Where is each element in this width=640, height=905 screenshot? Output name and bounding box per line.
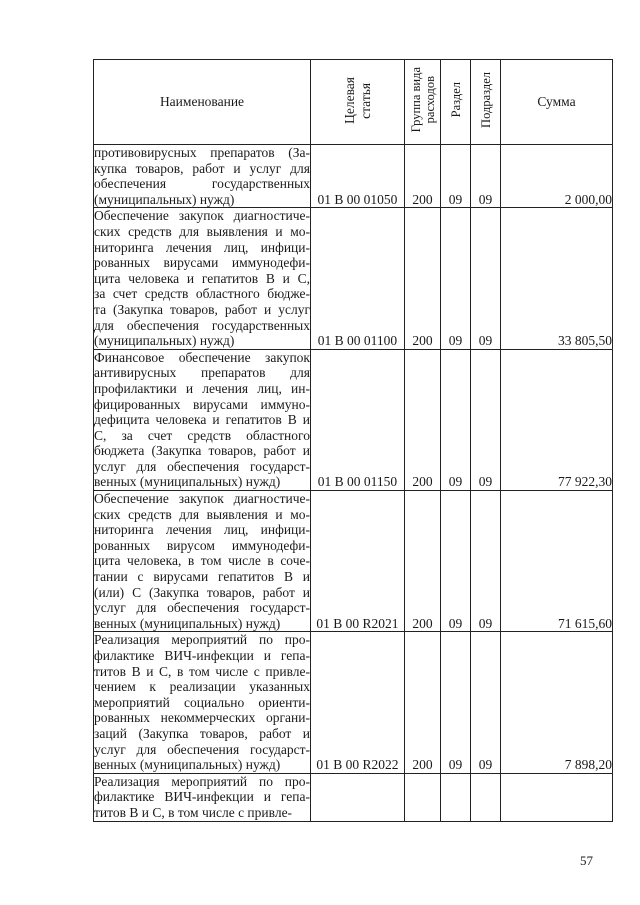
row-group: 200 (405, 632, 441, 773)
row-name-line: ских средств для выявления и мо- (94, 223, 310, 239)
row-name-line: фицированных вирусами иммуно- (94, 396, 310, 412)
row-name-line: венных (муниципальных) нужд) (94, 474, 281, 490)
row-name-line: рованных вирусами иммунодефи- (94, 255, 310, 271)
row-name-line: рованных некоммерческих органи- (94, 710, 310, 726)
row-name-line: С, за счет средств областного (94, 427, 310, 443)
row-name-line: за счет средств областного бюдже- (94, 286, 310, 302)
row-group (405, 773, 441, 821)
row-name-line: заций (Закупка товаров, работ и (94, 725, 310, 741)
row-name-line: Обеспечение закупок диагностиче- (94, 208, 310, 224)
row-name-line: тании с вирусами гепатитов В и (94, 569, 310, 585)
page-number: 57 (580, 853, 593, 868)
row-name-line: Финансовое обеспечение закупок (94, 349, 310, 365)
row-target: 01 В 00 R2021 (311, 491, 405, 632)
header-sum: Сумма (501, 60, 613, 145)
row-name-line: (или) С (Закупка товаров, работ и (94, 584, 310, 600)
row-name-line: титов В и С, в том числе с привле- (94, 804, 293, 820)
row-sum: 7 898,20 (501, 632, 613, 773)
row-name-line: цита человека, в том числе в соче- (94, 553, 310, 569)
row-name-line: (муниципальных) нужд) (94, 333, 235, 349)
row-section: 09 (441, 491, 471, 632)
row-name (94, 208, 311, 349)
row-sum: 2 000,00 (501, 145, 613, 208)
row-name-line: венных (муниципальных) нужд) (94, 615, 281, 631)
row-name-line: рованных вирусом иммунодефи- (94, 537, 310, 553)
row-target (311, 773, 405, 821)
row-name-line: услуг для обеспечения государст- (94, 458, 310, 474)
row-group: 200 (405, 349, 441, 490)
row-name (94, 632, 311, 773)
row-name-line: Обеспечение закупок диагностиче- (94, 491, 310, 507)
row-name (94, 349, 311, 490)
row-subsection: 09 (471, 145, 501, 208)
row-sum: 71 615,60 (501, 491, 613, 632)
header-section: Раздел (441, 60, 471, 145)
table-row (94, 208, 613, 349)
row-name-line: филактике ВИЧ-инфекции и гепа- (94, 789, 310, 805)
row-name-line: для обеспечения государственных (94, 317, 310, 333)
row-name (94, 773, 311, 821)
row-name-line: дефицита человека и гепатитов В и (94, 412, 310, 428)
row-subsection: 09 (471, 349, 501, 490)
row-section: 09 (441, 145, 471, 208)
row-target: 01 В 00 01100 (311, 208, 405, 349)
row-subsection: 09 (471, 491, 501, 632)
row-section: 09 (441, 208, 471, 349)
row-sum (501, 773, 613, 821)
row-sum: 33 805,50 (501, 208, 613, 349)
row-name-line: ниторинга лечения лиц, инфици- (94, 522, 310, 538)
row-sum: 77 922,30 (501, 349, 613, 490)
row-name-line: профилактики и лечения лиц, ин- (94, 380, 310, 396)
row-name-line: венных (муниципальных) нужд) (94, 757, 281, 773)
row-name-line: антивирусных препаратов для (94, 365, 310, 381)
row-subsection: 09 (471, 632, 501, 773)
budget-table (93, 59, 613, 822)
row-name (94, 145, 311, 208)
row-name-line: чением к реализации указанных (94, 679, 310, 695)
table-row (94, 632, 613, 773)
header-name: Наименование (94, 60, 311, 145)
row-name-line: цита человека и гепатитов В и С, (94, 270, 310, 286)
row-name-line: обеспечения государственных (94, 176, 310, 192)
row-name-line: мероприятий социально ориенти- (94, 694, 310, 710)
row-name-line: услуг для обеспечения государст- (94, 741, 310, 757)
table-row (94, 773, 613, 821)
table-row (94, 349, 613, 490)
row-section (441, 773, 471, 821)
row-group: 200 (405, 208, 441, 349)
row-name-line: услуг для обеспечения государст- (94, 600, 310, 616)
row-name-line: бюджета (Закупка товаров, работ и (94, 443, 310, 459)
row-name-line: ниторинга лечения лиц, инфици- (94, 239, 310, 255)
row-name-line: купка товаров, работ и услуг для (94, 160, 310, 176)
row-group: 200 (405, 145, 441, 208)
row-name-line: ских средств для выявления и мо- (94, 506, 310, 522)
row-name-line: Реализация мероприятий по про- (94, 773, 310, 789)
row-name (94, 491, 311, 632)
row-name-line: филактике ВИЧ-инфекции и гепа- (94, 648, 310, 663)
row-target: 01 В 00 R2022 (311, 632, 405, 773)
header-target: Целевая статья (311, 60, 405, 145)
row-section: 09 (441, 632, 471, 773)
table-header-row (94, 60, 613, 145)
row-target: 01 В 00 01050 (311, 145, 405, 208)
row-name-line: та (Закупка товаров, работ и услуг (94, 301, 310, 317)
row-name-line: титов В и С, в том числе с привле- (94, 663, 310, 679)
row-name-line: (муниципальных) нужд) (94, 191, 235, 207)
header-subsection: Подраздел (471, 60, 501, 145)
row-subsection (471, 773, 501, 821)
table-row (94, 491, 613, 632)
row-subsection: 09 (471, 208, 501, 349)
row-group: 200 (405, 491, 441, 632)
row-section: 09 (441, 349, 471, 490)
row-name-line: противовирусных препаратов (За- (94, 145, 310, 160)
row-name-line: Реализация мероприятий по про- (94, 632, 310, 648)
table-row (94, 145, 613, 208)
row-target: 01 В 00 01150 (311, 349, 405, 490)
header-group: Группа вида расходов (405, 60, 441, 145)
